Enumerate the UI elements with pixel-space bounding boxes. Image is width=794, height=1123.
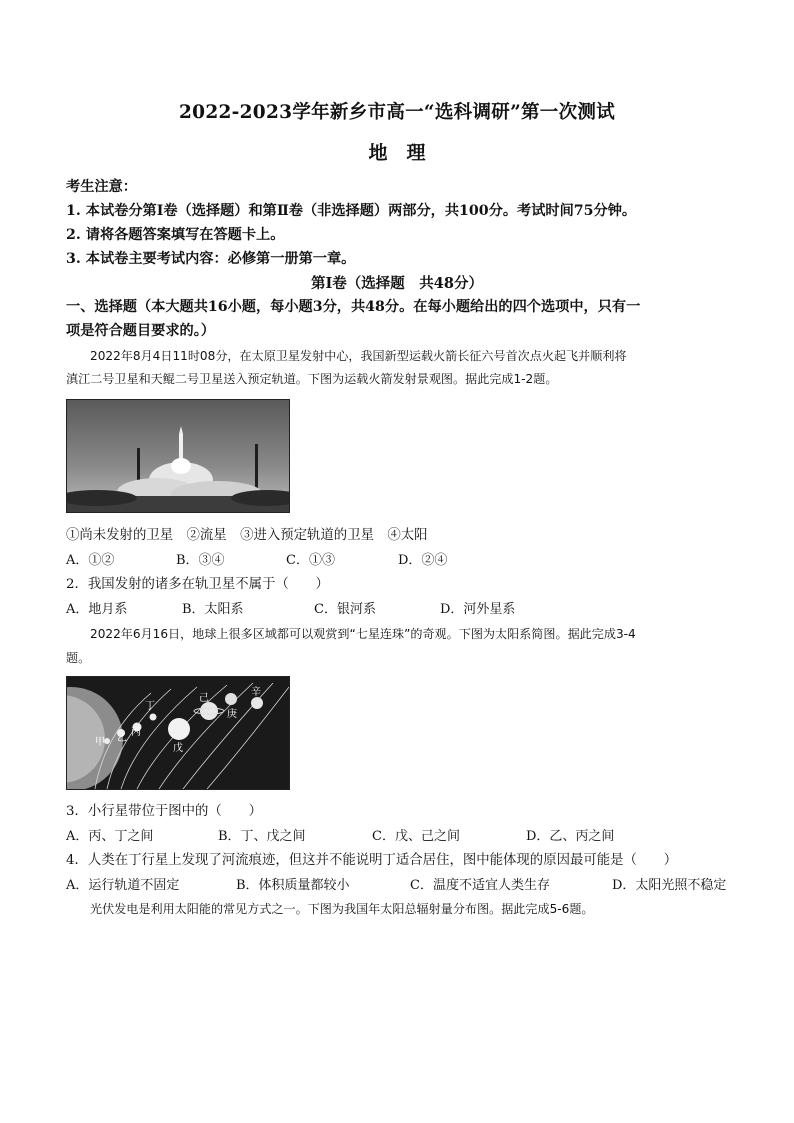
q2-option-c[interactable]: C．银河系 <box>314 602 376 617</box>
notice-item-2: 2. 请将各题答案填写在答题卡上。 <box>66 227 285 243</box>
q1-option-c[interactable]: C．①③ <box>286 553 335 568</box>
notice-item-3: 3. 本试卷主要考试内容：必修第一册第一章。 <box>66 251 356 267</box>
exam-subject: 地 理 <box>368 142 426 164</box>
label-wu: 戊 <box>173 743 183 754</box>
solar-system-diagram <box>66 676 290 790</box>
solar-system-image <box>67 677 289 789</box>
section-instruction-1: 一、选择题（本大题共16小题，每小题3分，共48分。在每小题给出的四个选项中，只有一 <box>66 299 641 315</box>
q4-stem: 4．人类在丁行星上发现了河流痕迹，但这并不能说明丁适合居住，图中能体现的原因最可能是（ ） <box>66 853 678 868</box>
q3-option-d[interactable]: D．乙、丙之间 <box>526 829 615 844</box>
q1-option-d[interactable]: D．②④ <box>398 553 448 568</box>
planet-jupiter-shape <box>168 718 190 740</box>
q1-stem: ①尚未发射的卫星 ②流星 ③进入预定轨道的卫星 ④太阳 <box>66 528 428 543</box>
material-3-line-1: 光伏发电是利用太阳能的常见方式之一。下图为我国年太阳总辐射量分布图。据此完成5-6题。 <box>90 902 594 916</box>
q3-option-b[interactable]: B．丁、戊之间 <box>218 829 306 844</box>
material-1-line-1: 2022年8月4日11时08分，在太原卫星发射中心，我国新型运载火箭长征六号首次点火起飞并顺利将 <box>90 349 627 363</box>
q4-option-c[interactable]: C．温度不适宜人类生存 <box>410 878 550 893</box>
exam-title: 2022-2023学年新乡市高一“选科调研”第一次测试 <box>178 102 616 123</box>
rocket-launch-image <box>67 400 289 512</box>
label-geng: 庚 <box>227 709 237 720</box>
q3-option-c[interactable]: C．戊、己之间 <box>372 829 460 844</box>
material-1-line-2: 滇江二号卫星和天鲲二号卫星送入预定轨道。下图为运载火箭发射景观图。据此完成1-2题。 <box>66 372 558 386</box>
q4-option-b[interactable]: B．体积质量都较小 <box>236 878 350 893</box>
q2-option-d[interactable]: D．河外星系 <box>440 602 516 617</box>
q2-stem: 2．我国发射的诸多在轨卫星不属于（ ） <box>66 577 329 592</box>
q1-option-a[interactable]: A．①② <box>66 553 115 568</box>
q4-option-d[interactable]: D．太阳光照不稳定 <box>612 878 727 893</box>
q3-stem: 3．小行星带位于图中的（ ） <box>66 804 262 819</box>
label-ji: 己 <box>199 693 209 704</box>
label-jia: 甲 <box>95 737 105 748</box>
rocket-launch-photo <box>66 399 290 513</box>
q3-option-a[interactable]: A．丙、丁之间 <box>66 829 154 844</box>
label-yi: 乙 <box>117 733 127 744</box>
q1-option-b[interactable]: B．③④ <box>176 553 225 568</box>
material-2-line-2: 题。 <box>66 651 91 665</box>
section-title: 第Ⅰ卷（选择题 共48分） <box>311 275 483 292</box>
q2-option-b[interactable]: B．太阳系 <box>182 602 244 617</box>
label-ding: 丁 <box>145 701 155 712</box>
q4-option-a[interactable]: A．运行轨道不固定 <box>66 878 180 893</box>
q2-option-a[interactable]: A．地月系 <box>66 602 128 617</box>
material-2-line-1: 2022年6月16日，地球上很多区域都可以观赏到“七星连珠”的奇观。下图为太阳系简图。据此完成3-4 <box>90 627 636 641</box>
label-bing: 丙 <box>131 727 141 738</box>
notice-heading: 考生注意： <box>66 179 137 195</box>
notice-item-1: 1. 本试卷分第Ⅰ卷（选择题）和第Ⅱ卷（非选择题）两部分，共100分。考试时间75分钟。 <box>66 203 637 219</box>
label-xin: 辛 <box>251 687 261 698</box>
section-instruction-2: 项是符合题目要求的。） <box>66 323 215 339</box>
